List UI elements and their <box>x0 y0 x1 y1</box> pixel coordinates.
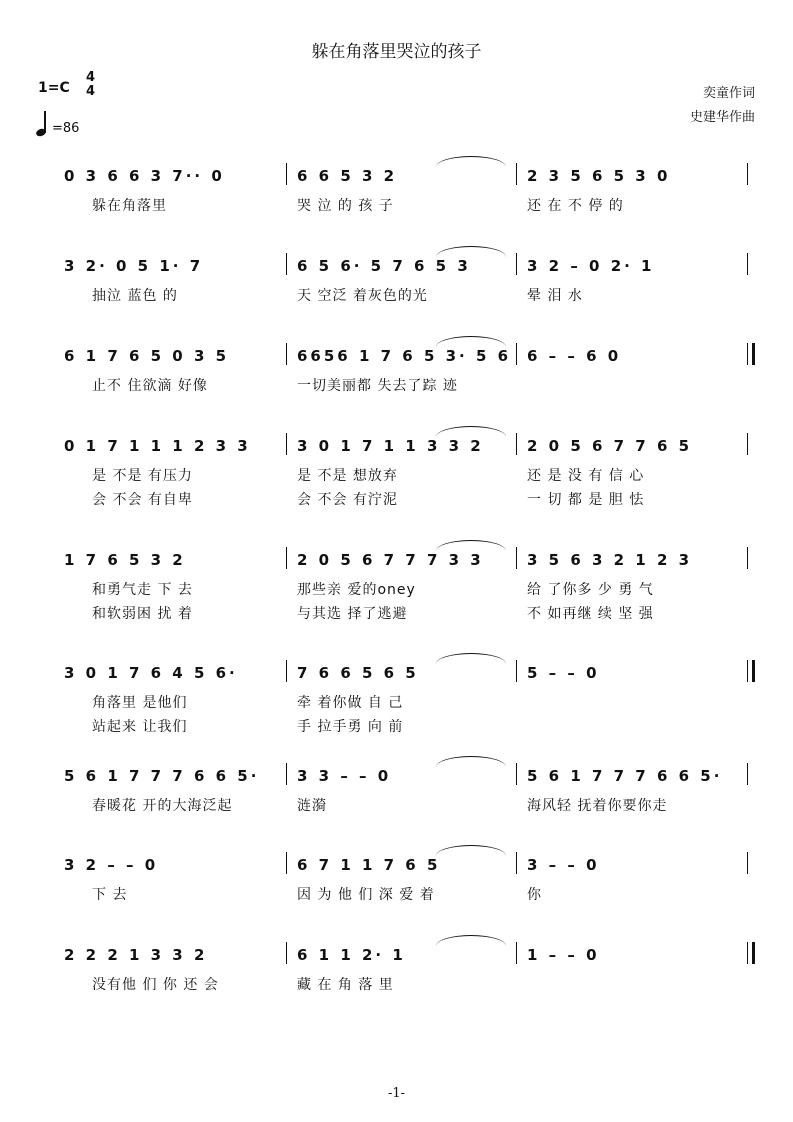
bar-line <box>747 253 748 275</box>
measure-notes: 5 6 1 7 7 7 6 6 5· <box>64 767 260 785</box>
lyric-line: 那些亲 爱的oney <box>297 582 416 598</box>
lyric-line: 会 不会 有自卑 <box>92 492 193 508</box>
lyric-line: 涟漪 <box>297 798 327 814</box>
measure-notes: 0 1 7 1 1 1 2 3 3 <box>64 437 251 455</box>
key-signature: 1=C <box>38 80 70 96</box>
lyric-line: 会 不会 有泞泥 <box>297 492 398 508</box>
measure-notes: 3 3 – – 0 <box>297 767 392 785</box>
slur <box>436 756 506 767</box>
lyric-line: 躲在角落里 <box>92 198 167 214</box>
lyric-line: 你 <box>527 887 542 903</box>
measure-notes: 5 6 1 7 7 7 6 6 5· <box>527 767 723 785</box>
score-row <box>0 856 793 936</box>
lyric-line: 海风轻 抚着你要你走 <box>527 798 668 814</box>
bar-line <box>286 163 287 185</box>
bar-line <box>286 660 287 682</box>
page-number: -1- <box>387 1086 406 1101</box>
score-row <box>0 946 793 1026</box>
measure-notes: 3 0 1 7 6 4 5 6· <box>64 664 238 682</box>
measure-notes: 3 5 6 3 2 1 2 3 <box>527 551 693 569</box>
tempo-marking <box>36 110 79 136</box>
bar-line <box>747 163 748 185</box>
lyric-line: 天 空泛 着灰色的光 <box>297 288 428 304</box>
slur <box>436 156 506 167</box>
lyric-line: 牵 着你做 自 己 <box>297 695 404 711</box>
bar-line <box>286 942 287 964</box>
bar-line <box>747 343 755 365</box>
measure-notes: 5 – – 0 <box>527 664 600 682</box>
time-signature <box>86 71 95 99</box>
measure-notes: 3 2 – 0 2· 1 <box>527 257 655 275</box>
lyric-line: 晕 泪 水 <box>527 288 583 304</box>
bar-line <box>286 343 287 365</box>
slur <box>436 653 506 664</box>
measure-notes: 6 1 1 2· 1 <box>297 946 406 964</box>
bar-line <box>747 433 748 455</box>
lyric-line: 站起来 让我们 <box>92 719 188 735</box>
lyric-line: 一 切 都 是 胆 怯 <box>527 492 645 508</box>
lyric-line: 是 不是 想放弃 <box>297 468 398 484</box>
bar-line <box>747 852 748 874</box>
bar-line <box>747 660 755 682</box>
lyric-line: 是 不是 有压力 <box>92 468 193 484</box>
bar-line <box>516 343 517 365</box>
slur <box>436 336 506 347</box>
measure-notes: 1 7 6 5 3 2 <box>64 551 186 569</box>
bar-line <box>286 253 287 275</box>
bar-line <box>516 547 517 569</box>
lyric-line: 春暖花 开的大海泛起 <box>92 798 233 814</box>
lyric-line: 下 去 <box>92 887 128 903</box>
score-row <box>0 347 793 427</box>
lyric-line: 和勇气走 下 去 <box>92 582 193 598</box>
slur <box>436 935 506 946</box>
slur <box>436 426 506 437</box>
time-signature-top: 4 <box>86 70 96 85</box>
lyric-line: 还 在 不 停 的 <box>527 198 624 214</box>
measure-notes: 2 0 5 6 7 7 7 3 3 <box>297 551 484 569</box>
bar-line <box>516 660 517 682</box>
bar-line <box>516 433 517 455</box>
measure-notes: 3 2· 0 5 1· 7 <box>64 257 204 275</box>
lyric-line: 哭 泣 的 孩 子 <box>297 198 394 214</box>
slur <box>436 246 506 257</box>
bar-line <box>516 852 517 874</box>
lyric-line: 抽泣 蓝色 的 <box>92 288 178 304</box>
lyric-line: 与其选 择了逃避 <box>297 606 408 622</box>
measure-notes: 7 6 6 5 6 5 <box>297 664 419 682</box>
score-row <box>0 437 793 517</box>
measure-notes: 3 0 1 7 1 1 3 3 2 <box>297 437 484 455</box>
lyric-line: 还 是 没 有 信 心 <box>527 468 645 484</box>
lyric-line: 不 如再继 续 坚 强 <box>527 606 654 622</box>
bar-line <box>747 547 748 569</box>
bar-line <box>286 852 287 874</box>
lyric-line: 给 了你多 少 勇 气 <box>527 582 654 598</box>
score-row <box>0 257 793 337</box>
score-row <box>0 551 793 631</box>
tempo-value: =86 <box>52 121 80 136</box>
lyric-line: 没有他 们 你 还 会 <box>92 977 219 993</box>
song-title: 躲在角落里哭泣的孩子 <box>311 42 482 62</box>
bar-line <box>516 253 517 275</box>
measure-notes: 2 0 5 6 7 7 6 5 <box>527 437 693 455</box>
bar-line <box>747 942 755 964</box>
score-row <box>0 167 793 247</box>
quarter-note-icon <box>36 110 48 136</box>
lyricist-credit: 奕童作词 <box>702 86 755 101</box>
score-row <box>0 767 793 847</box>
bar-line <box>286 547 287 569</box>
measure-notes: 3 – – 0 <box>527 856 600 874</box>
bar-line <box>516 763 517 785</box>
measure-notes: 1 – – 0 <box>527 946 600 964</box>
lyric-line: 手 拉手勇 向 前 <box>297 719 404 735</box>
lyric-line: 一切美丽都 失去了踪 迹 <box>297 378 458 394</box>
bar-line <box>286 433 287 455</box>
score-row <box>0 664 793 744</box>
lyric-line: 和软弱困 扰 着 <box>92 606 193 622</box>
lyric-line: 因 为 他 们 深 爱 着 <box>297 887 435 903</box>
bar-line <box>286 763 287 785</box>
composer-credit: 史建华作曲 <box>689 110 755 125</box>
measure-notes: 6 1 7 6 5 0 3 5 <box>64 347 230 365</box>
measure-notes: 3 2 – – 0 <box>64 856 159 874</box>
lyric-line: 角落里 是他们 <box>92 695 188 711</box>
lyric-line: 止不 住欲滴 好像 <box>92 378 208 394</box>
measure-notes: 6 7 1 1 7 6 5 <box>297 856 441 874</box>
bar-line <box>747 763 748 785</box>
bar-line <box>516 942 517 964</box>
time-signature-bottom: 4 <box>86 84 96 99</box>
measure-notes: 6 5 6· 5 7 6 5 3 <box>297 257 471 275</box>
measure-notes: 6 – – 6 0 <box>527 347 622 365</box>
lyric-line: 藏 在 角 落 里 <box>297 977 394 993</box>
measure-notes: 2 3 5 6 5 3 0 <box>527 167 671 185</box>
measure-notes: 6 6 5 3 2 <box>297 167 398 185</box>
measure-notes: 0 3 6 6 3 7·· 0 <box>64 167 225 185</box>
slur <box>436 540 506 551</box>
bar-line <box>516 163 517 185</box>
measure-notes: 2 2 2 1 3 3 2 <box>64 946 208 964</box>
measure-notes: 6656 1 7 6 5 3· 5 6 <box>297 347 512 365</box>
